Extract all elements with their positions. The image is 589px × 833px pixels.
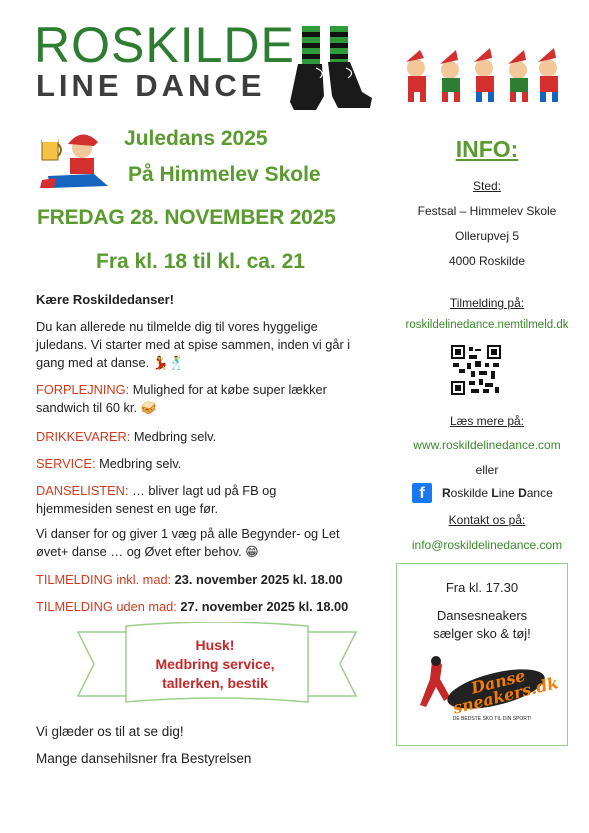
fb-text: ine	[498, 486, 519, 500]
item-text: Medbring selv.	[130, 429, 217, 444]
signup-link[interactable]: roskildelinedance.nemtilmeld.dk	[405, 319, 569, 331]
deadline-value: 23. november 2025 kl. 18.00	[171, 572, 343, 587]
dance-note	[36, 525, 356, 561]
item-label: FORPLEJNING:	[36, 382, 130, 397]
place-label: Sted:	[472, 179, 502, 193]
item-label: SERVICE:	[36, 456, 96, 471]
closing-line-2: Mange dansehilsner fra Bestyrelsen	[36, 751, 252, 766]
facebook-icon: f	[412, 483, 432, 503]
elf-with-beer-illustration	[38, 130, 118, 192]
closing-line-1: Vi glæder os til at se dig!	[36, 724, 184, 739]
item-label: DANSELISTEN:	[36, 483, 129, 498]
smiley-icon: 😁	[245, 544, 259, 559]
reminder-line: Medbring service,	[155, 656, 275, 672]
event-date: FREDAG 28. NOVEMBER 2025	[37, 206, 336, 229]
dancer-emoji-icon: 💃🕺	[152, 355, 185, 370]
fb-text: ance	[526, 486, 553, 500]
item-drikkevarer	[36, 428, 356, 446]
info-heading: INFO:	[455, 136, 519, 162]
dance-boots-illustration	[286, 26, 376, 114]
deadline-with-food	[36, 571, 376, 589]
event-title: Juledans 2025	[124, 127, 268, 150]
item-danselisten	[36, 482, 356, 518]
deadline-value: 27. november 2025 kl. 18.00	[176, 599, 349, 614]
place-line: 4000 Roskilde	[448, 254, 526, 268]
reminder-text	[126, 636, 304, 693]
item-text: … bliver lagt ud på FB og hjemmesiden senest en uge før.	[36, 483, 277, 516]
item-label: DRIKKEVARER:	[36, 429, 131, 444]
sponsor-logo-tagline: DE BEDSTE SKO TIL DIN SPORT!	[452, 716, 532, 722]
reminder-line: Husk!	[195, 637, 235, 653]
fb-letter: R	[442, 486, 451, 500]
dancing-elves-illustration	[402, 48, 562, 106]
deadline-label: TILMELDING uden mad:	[36, 599, 177, 614]
email-link[interactable]: info@roskildelinedance.com	[411, 538, 563, 552]
fb-text: oskilde	[450, 486, 492, 500]
deadline-label: TILMELDING inkl. mad:	[36, 572, 172, 587]
sponsor-time: Fra kl. 17.30	[445, 580, 519, 595]
fb-letter: L	[491, 486, 499, 500]
place-line: Ollerupvej 5	[454, 229, 520, 243]
website-link[interactable]: www.roskildelinedance.com	[413, 438, 561, 452]
logo-roskilde: ROSKILDE	[34, 17, 295, 73]
sponsor-text-line: Dansesneakers sælger sko & tøj!	[433, 608, 531, 641]
item-text: Mulighed for at købe super lækker sandwich til 60 kr.	[36, 382, 327, 415]
dance-note-text: Vi danser for og giver 1 væg på alle Begynder- og Let øvet+ danse … og Øvet efter behov.	[36, 526, 340, 559]
logo-line-dance: LINE DANCE	[36, 68, 266, 103]
greeting: Kære Roskildedanser!	[36, 292, 174, 307]
more-label: Læs mere på:	[449, 414, 525, 428]
event-venue: På Himmelev Skole	[128, 163, 321, 186]
event-time: Fra kl. 18 til kl. ca. 21	[96, 250, 305, 273]
signup-label: Tilmelding på:	[449, 296, 525, 310]
reminder-line: tallerken, bestik	[162, 675, 268, 691]
sponsor-text	[396, 607, 568, 643]
sponsor-logo-text: Danse sneakers.dk	[451, 665, 561, 718]
place-line: Festsal – Himmelev Skole	[417, 204, 557, 218]
fb-letter: D	[518, 486, 527, 500]
contact-label: Kontakt os på:	[448, 513, 526, 527]
qr-code-icon[interactable]	[451, 345, 501, 395]
intro-text: Du kan allerede nu tilmelde dig til vores hyggelige juledans. Vi starter med at spise sammen, inden vi går i gang med at danse.	[36, 319, 351, 370]
item-text: Medbring selv.	[95, 456, 182, 471]
intro-paragraph	[36, 318, 356, 372]
deadline-without-food	[36, 598, 376, 616]
item-forplejning	[36, 381, 356, 417]
item-service	[36, 455, 356, 473]
sandwich-icon: 🥪	[140, 400, 157, 415]
or-text: eller	[475, 463, 499, 477]
facebook-page-link[interactable]	[412, 482, 553, 504]
